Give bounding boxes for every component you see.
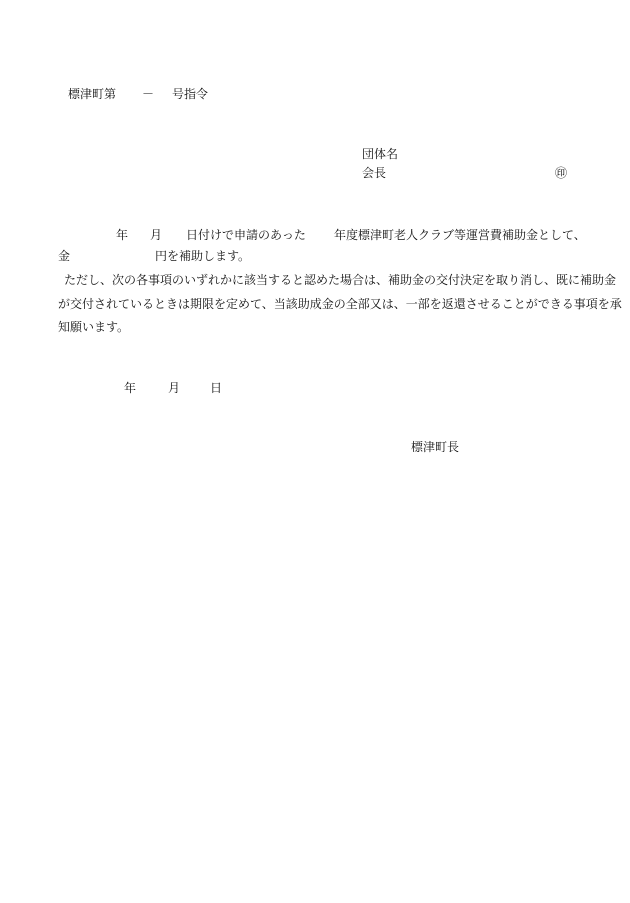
date-month: 月 <box>168 381 181 395</box>
seal-mark: ㊞ <box>555 166 568 180</box>
body-kin: 金 <box>58 249 71 263</box>
group-name-label: 団体名 <box>362 147 399 161</box>
designation-prefix: 標津町第 <box>68 87 117 101</box>
body-month: 月 <box>150 228 163 242</box>
conditions-line-3: 知願います。 <box>58 320 130 334</box>
body-text-subsidy: 年度標津町老人クラブ等運営費補助金として、 <box>334 228 586 242</box>
body-text-application: 日付けで申請のあった <box>186 228 306 242</box>
designation-suffix: 号指令 <box>172 87 209 101</box>
date-day: 日 <box>210 381 223 395</box>
body-year: 年 <box>116 228 129 242</box>
conditions-line-2: が交付されているときは期限を定めて、当該助成金の全部又は、一部を返還させることができる事項を承 <box>58 297 622 311</box>
designation-dash: － <box>142 87 155 101</box>
president-label: 会長 <box>362 166 387 180</box>
issuer-title: 標津町長 <box>411 440 460 454</box>
body-amount-text: 円を補助します。 <box>155 249 251 263</box>
date-year: 年 <box>124 381 137 395</box>
conditions-line-1: ただし、次の各事項のいずれかに該当すると認めた場合は、補助金の交付決定を取り消し、既に補助金 <box>64 273 617 287</box>
